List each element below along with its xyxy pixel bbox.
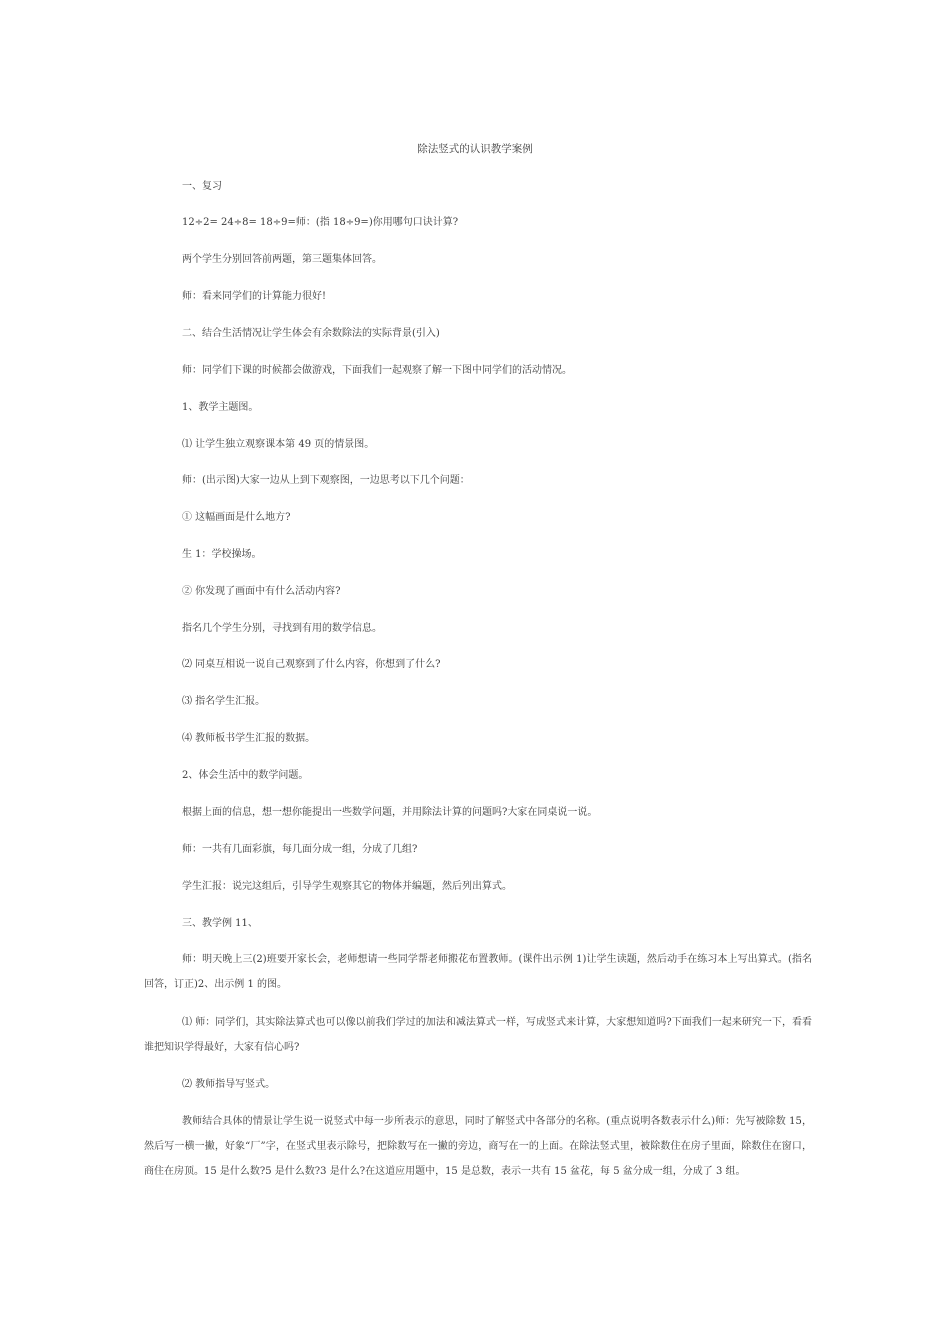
paragraph-block: 师：明天晚上三(2)班要开家长会，老师想请一些同学帮老师搬花布置教师。(课件出示例 1)让学生读题，然后动手在练习本上写出算式。(指名回答，订正)2、出示例 1 的图。	[144, 954, 812, 990]
paragraph-block: 教师结合具体的情景让学生说一说竖式中每一步所表示的意思，同时了解竖式中各部分的名称。(重点说明各数表示什么)师：先写被除数 15，然后写一横一撇，好象“厂”字，在竖式里表示除号，把除数写在一撇的旁边，商写在一的上面。在除法竖式里，被除数住在房子里面，除数住在窗口，商住在房顶。15 是什么数?5 是什么数?3 是什么?在这道应用题中，15 是总数，表示一共有 15 盆花，每 5 盆分成一组，分成了 3 组。	[144, 1116, 812, 1177]
paragraph: ② 你发现了画面中有什么活动内容?	[182, 586, 341, 597]
paragraph-block: ⑴ 师：同学们，其实除法算式也可以像以前我们学过的加法和减法算式一样，写成竖式来计算，大家想知道吗?下面我们一起来研究一下，看看谁把知识学得最好，大家有信心吗?	[144, 1017, 812, 1053]
document-title: 除法竖式的认识教学案例	[417, 143, 533, 155]
section-heading-intro: 二、结合生活情况让学生体会有余数除法的实际背景(引入)	[182, 328, 440, 339]
paragraph: 师：一共有几面彩旗，每几面分成一组，分成了几组?	[182, 844, 418, 855]
paragraph: ① 这幅画面是什么地方?	[182, 512, 291, 523]
paragraph: ⑴ 让学生独立观察课本第 49 页的情景图。	[182, 439, 375, 450]
paragraph: 根据上面的信息，想一想你能提出一些数学问题，并用除法计算的问题吗?大家在同桌说一说。	[182, 807, 598, 818]
paragraph: ⑵ 同桌互相说一说自己观察到了什么内容，你想到了什么?	[182, 659, 441, 670]
paragraph: 师：同学们下课的时候都会做游戏，下面我们一起观察了解一下图中同学们的活动情况。	[182, 365, 572, 376]
paragraph-block: ⑵ 教师指导写竖式。	[182, 1079, 276, 1090]
section-heading-example: 三、教学例 11、	[182, 918, 258, 929]
subsection-heading: 2、体会生活中的数学问题。	[182, 770, 309, 781]
paragraph: 两个学生分别回答前两题，第三题集体回答。	[182, 254, 382, 265]
paragraph: 师：(出示图)大家一边从上到下观察图，一边思考以下几个问题：	[182, 475, 470, 486]
paragraph: 学生汇报：说完这组后，引导学生观察其它的物体并编题，然后列出算式。	[182, 881, 512, 892]
paragraph: 12÷2= 24÷8= 18÷9=师：(指 18÷9=)你用哪句口诀计算?	[182, 217, 459, 228]
paragraph: ⑶ 指名学生汇报。	[182, 696, 266, 707]
subsection-heading: 1、教学主题图。	[182, 402, 259, 413]
paragraph: 指名几个学生分别，寻找到有用的数学信息。	[182, 623, 382, 634]
paragraph: 师：看来同学们的计算能力很好!	[182, 291, 327, 302]
section-heading-review: 一、复习	[182, 181, 222, 192]
paragraph: 生 1：学校操场。	[182, 549, 262, 560]
paragraph: ⑷ 教师板书学生汇报的数据。	[182, 733, 316, 744]
